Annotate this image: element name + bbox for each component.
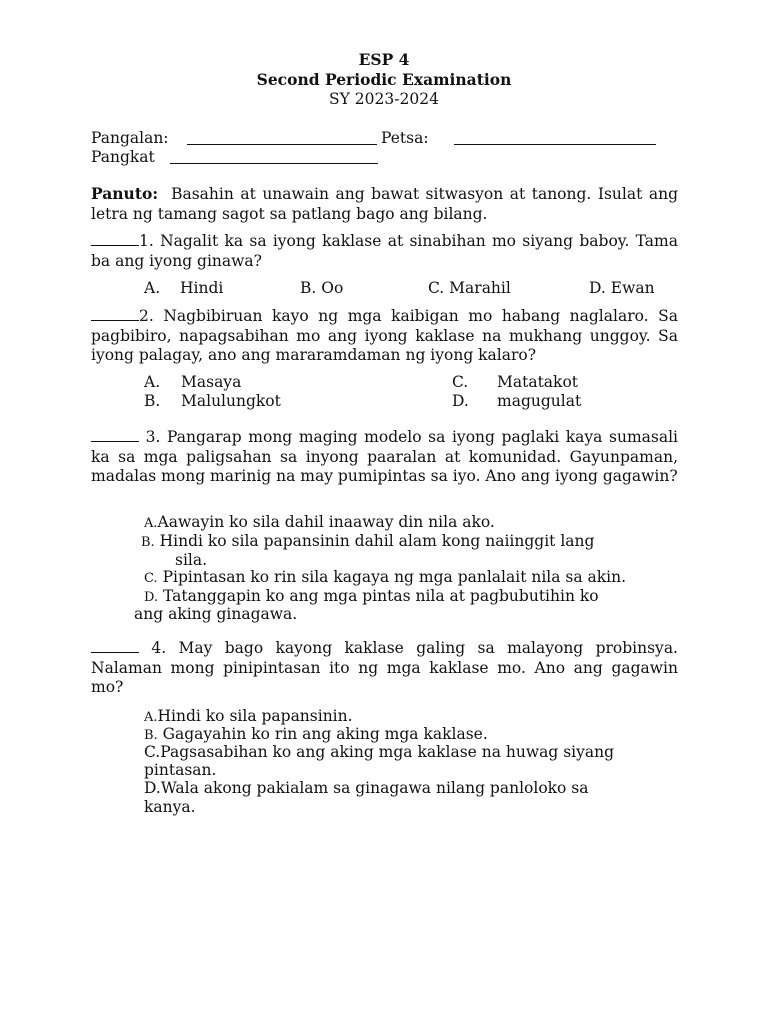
instructions-label: Panuto:: [91, 184, 159, 203]
exam-title: Second Periodic Examination: [256, 70, 512, 89]
q2-option-a-text: Masaya: [181, 373, 242, 391]
name-label: Pangalan:: [91, 129, 169, 147]
answer-blank-3[interactable]: [91, 428, 139, 442]
q3-option-b-cont: sila.: [175, 551, 208, 569]
instructions: [91, 184, 678, 224]
question-3-text: 3. Pangarap mong maging modelo sa iyong paglaki kaya sumasali ka sa mga paligsahan sa inyong paaralan at komunidad. Gayunpaman, madalas mong marinig na may pumipintas sa iyo. Ano ang iyong gagawin?: [91, 428, 678, 485]
q2-option-d-text: magugulat: [497, 392, 582, 410]
q4-option-c-cont: pintasan.: [144, 761, 217, 779]
q4-option-a: A.Hindi ko sila papansinin.: [144, 707, 353, 725]
q3-option-d: D. Tatanggapin ko ang mga pintas nila at pagbubutihin ko: [144, 587, 599, 605]
q2-option-d-letter: D.: [452, 392, 469, 410]
q2-option-b-letter: B.: [144, 392, 161, 410]
question-3: [91, 428, 678, 487]
q4-option-d-cont: kanya.: [144, 798, 196, 816]
q1-option-c: C. Marahil: [428, 279, 511, 297]
q1-option-d: D. Ewan: [589, 279, 655, 297]
question-1: [91, 232, 678, 271]
q3-option-c: C. Pipintasan ko rin sila kagaya ng mga panlalait nila sa akin.: [144, 568, 627, 586]
q2-option-b-text: Malulungkot: [181, 392, 281, 410]
section-label: Pangkat: [91, 148, 155, 166]
school-year: SY 2023-2024: [329, 90, 439, 108]
answer-blank-4[interactable]: [91, 639, 139, 653]
instructions-text: Basahin at unawain ang bawat sitwasyon at tanong. Isulat ang letra ng tamang sagot sa patlang bago ang bilang.: [91, 185, 678, 223]
q2-option-c-text: Matatakot: [497, 373, 579, 391]
name-blank[interactable]: [187, 144, 377, 145]
q4-option-d: D.Wala akong pakialam sa ginagawa nilang panloloko sa: [144, 779, 589, 797]
q3-option-b: B. Hindi ko sila papansinin dahil alam kong naiinggit lang: [141, 532, 595, 550]
q2-option-c-letter: C.: [452, 373, 469, 391]
question-2: [91, 307, 678, 366]
q1-option-a-text: Hindi: [180, 279, 224, 297]
answer-blank-1[interactable]: [91, 232, 139, 246]
q3-option-a: A.Aawayin ko sila dahil inaaway din nila ako.: [144, 513, 495, 531]
q2-option-a-letter: A.: [144, 373, 161, 391]
q3-option-d-cont: ang aking ginagawa.: [134, 605, 298, 623]
question-1-text: 1. Nagalit ka sa iyong kaklase at sinabihan mo siyang baboy. Tama ba ang iyong ginawa?: [91, 232, 678, 270]
section-blank[interactable]: [170, 163, 378, 164]
q4-option-c: C.Pagsasabihan ko ang aking mga kaklase na huwag siyang: [144, 743, 615, 761]
date-label: Petsa:: [381, 129, 429, 147]
q1-option-b: B. Oo: [300, 279, 344, 297]
answer-blank-2[interactable]: [91, 307, 139, 321]
q4-option-b: B. Gagayahin ko rin ang aking mga kaklase.: [144, 725, 488, 743]
question-4: [91, 639, 678, 698]
question-2-text: 2. Nagbibiruan kayo ng mga kaibigan mo habang naglalaro. Sa pagbibiro, napagsabihan mo ang iyong kaklase na mukhang unggoy. Sa iyong palagay, ano ang mararamdaman ng iyong kalaro?: [91, 307, 678, 364]
question-4-text: 4. May bago kayong kaklase galing sa malayong probinsya. Nalaman mong pinipintasan ito ng mga kaklase mo. Ano ang gagawin mo?: [91, 639, 678, 696]
subject-title: ESP 4: [358, 50, 410, 69]
date-blank[interactable]: [454, 144, 656, 145]
q1-option-a: A.: [144, 279, 161, 297]
